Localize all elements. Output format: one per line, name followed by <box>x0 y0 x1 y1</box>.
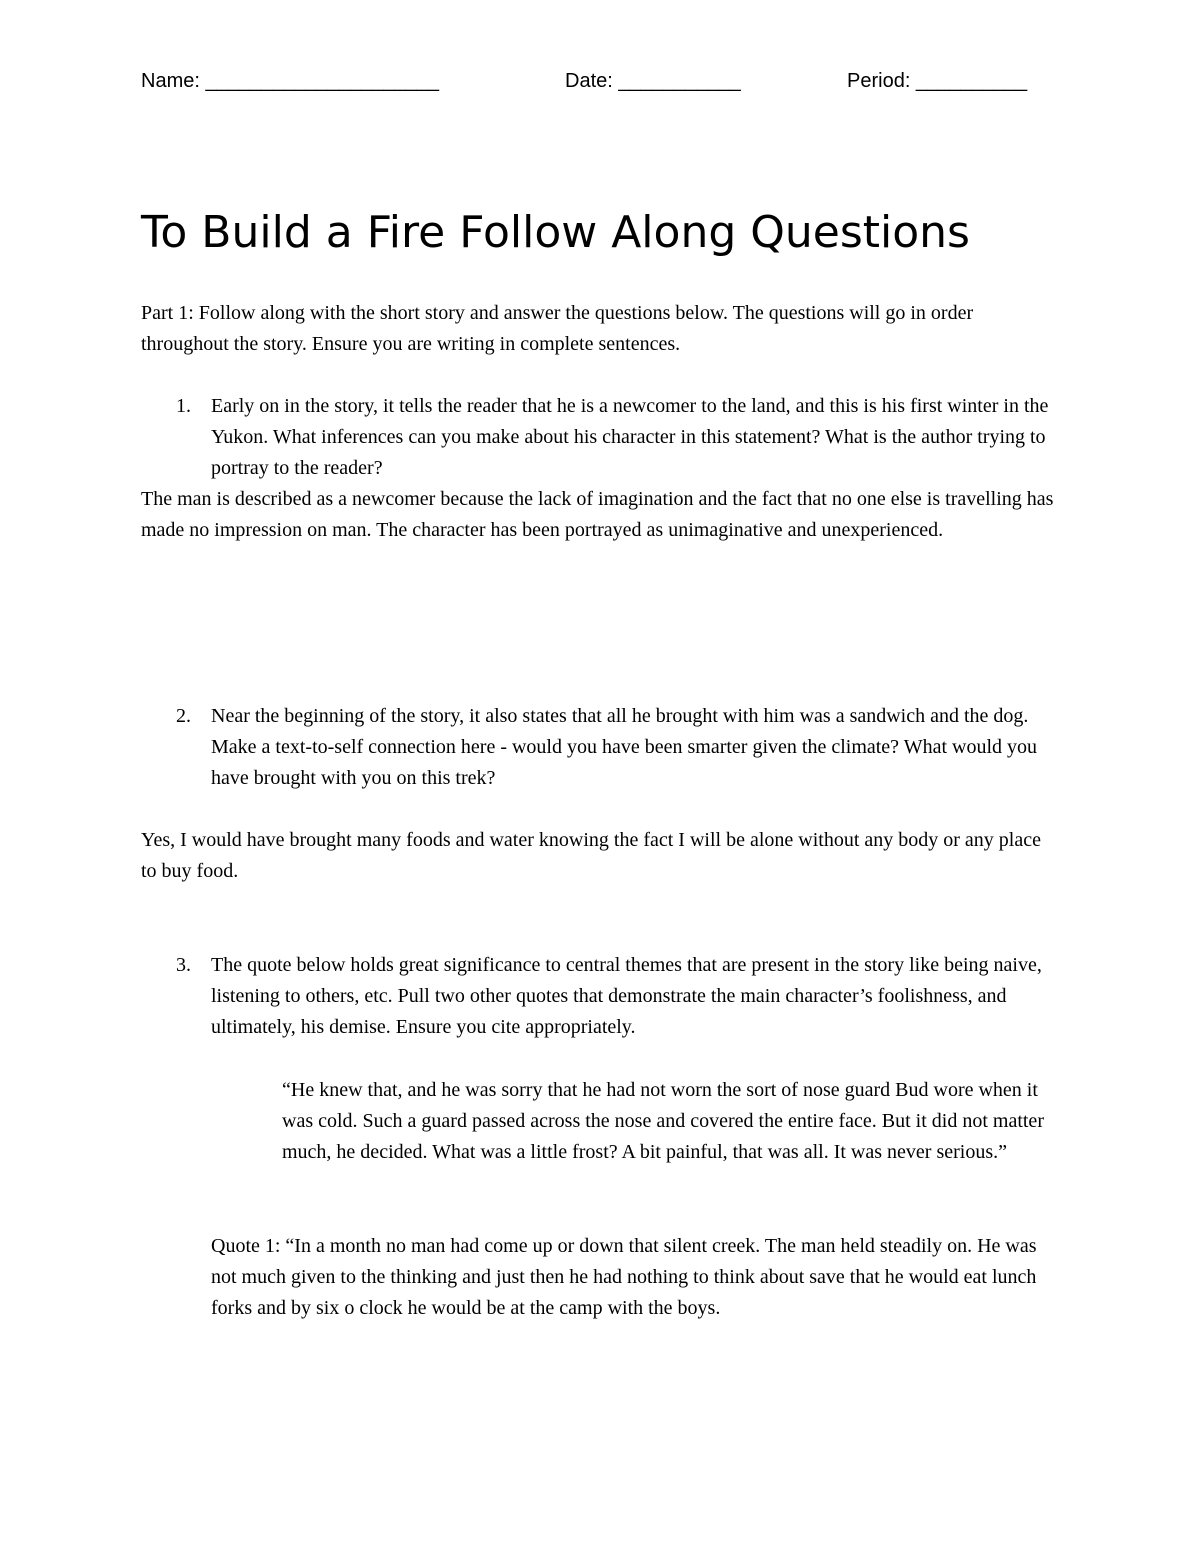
question-3 <box>141 950 1061 1043</box>
date-field[interactable]: Date: ___________ <box>565 70 741 92</box>
question-text: The quote below holds great significance to central themes that are present in the story like being naive, listening to others, etc. Pull two other quotes that demonstrate the main character’s foolishness, and ultimately, his demise. Ensure you cite appropriately. <box>211 954 1042 1038</box>
name-field[interactable]: Name: _____________________ <box>141 70 440 92</box>
page-title: To Build a Fire Follow Along Questions <box>141 207 970 258</box>
period-field[interactable]: Period: __________ <box>847 70 1028 92</box>
question-1 <box>141 391 1061 484</box>
answer-1: The man is described as a newcomer because the lack of imagination and the fact that no one else is travelling has made no impression on man. The character has been portrayed as unimaginative and unexperienced. <box>141 488 1054 541</box>
question-text: Early on in the story, it tells the reader that he is a newcomer to the land, and this is his first winter in the Yukon. What inferences can you make about his character in this statement? What is the author trying to portray to the reader? <box>211 395 1049 479</box>
question-text: Near the beginning of the story, it also states that all he brought with him was a sandwich and the dog. Make a text-to-self connection here - would you have been smarter given the climate? What would you have brought with you on this trek? <box>211 705 1038 789</box>
answer-2: Yes, I would have brought many foods and water knowing the fact I will be alone without any body or any place to buy food. <box>141 829 1041 882</box>
worksheet-header <box>141 70 1061 100</box>
question-number: 3. <box>176 954 191 976</box>
question-number: 2. <box>176 705 191 727</box>
answer-3: Quote 1: “In a month no man had come up or down that silent creek. The man held steadily on. He was not much given to the thinking and just then he had nothing to think about save that he would eat lunch forks and by six o clock he would be at the camp with the boys. <box>211 1235 1037 1319</box>
question-2 <box>141 701 1061 794</box>
question-number: 1. <box>176 395 191 417</box>
instructions: Part 1: Follow along with the short story and answer the questions below. The questions will go in order throughout the story. Ensure you are writing in complete sentences. <box>141 302 974 355</box>
block-quote: “He knew that, and he was sorry that he had not worn the sort of nose guard Bud wore when it was cold. Such a guard passed across the nose and covered the entire face. But it did not matter much, he decided. What was a little frost? A bit painful, that was all. It was never serious.” <box>282 1079 1044 1163</box>
